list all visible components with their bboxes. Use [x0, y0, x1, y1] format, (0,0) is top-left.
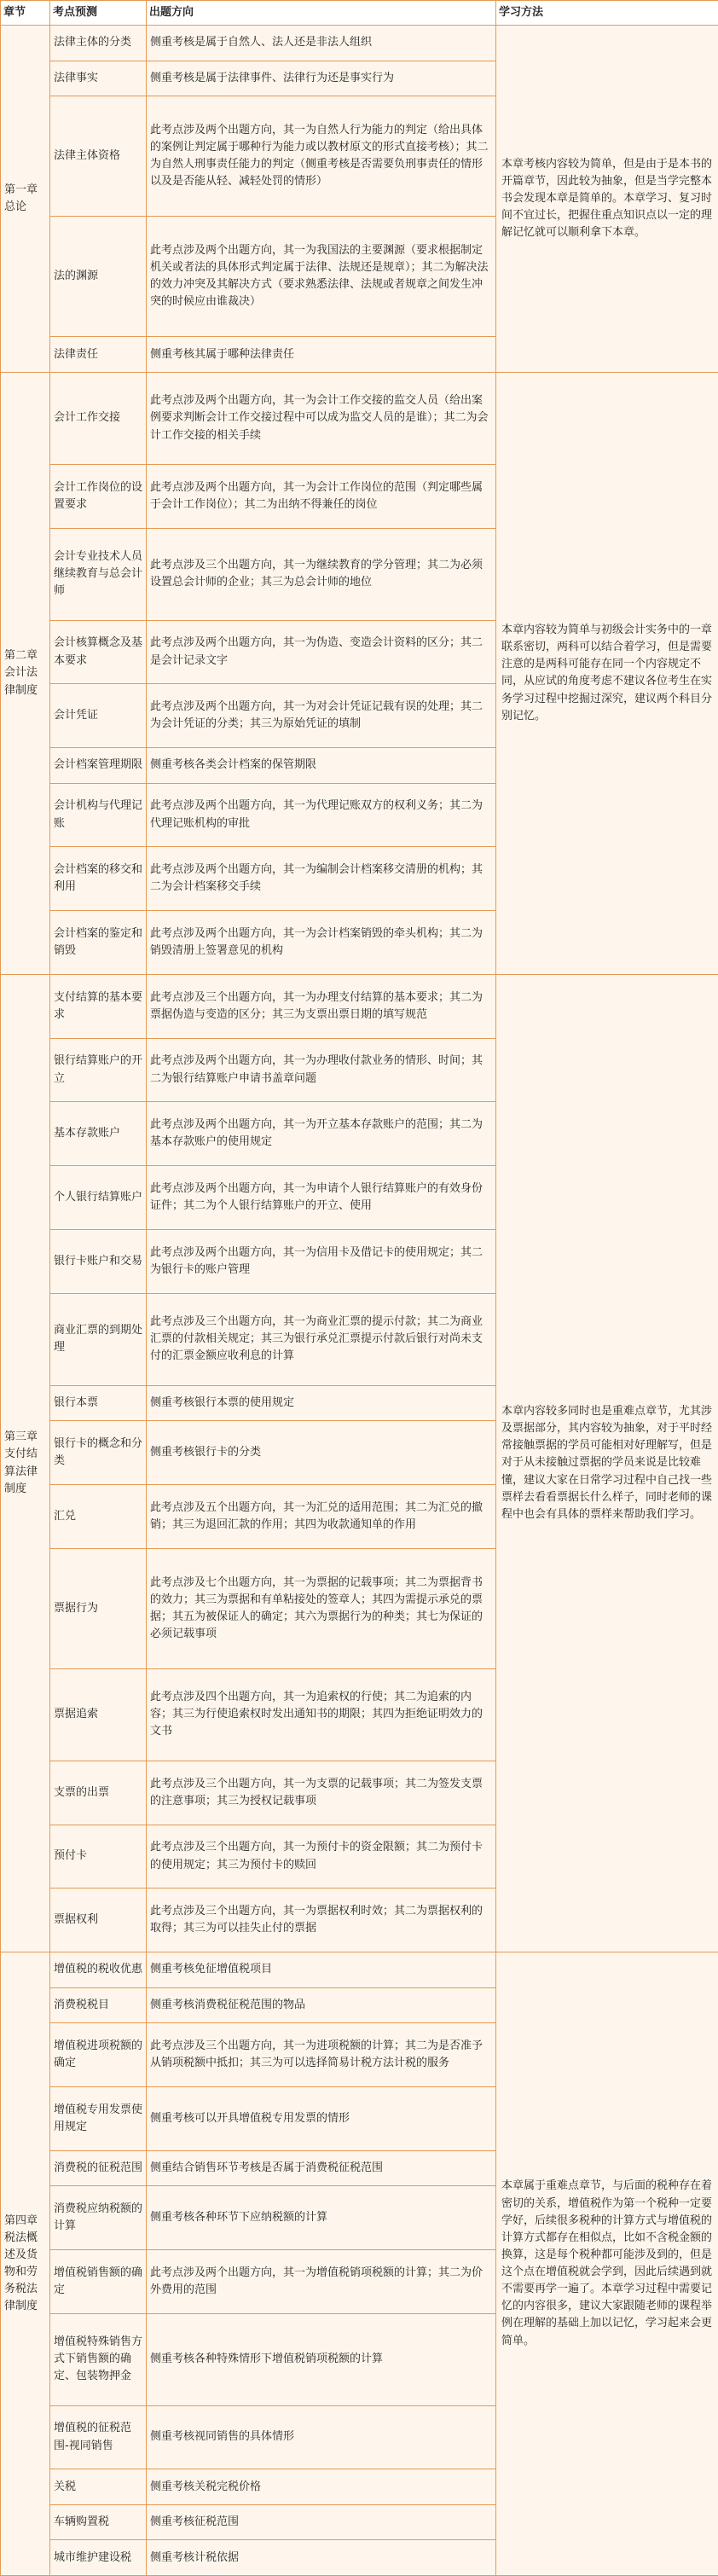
direction-cell: 侧重考核各种特殊情形下增值税销项税额的计算	[147, 2313, 496, 2405]
direction-cell: 此考点涉及三个出题方向，其一为继续教育的学分管理；其二为必须设置总会计师的企业；其三为总会计师的地位	[147, 528, 496, 620]
header-chapter: 章节	[1, 1, 50, 26]
table-row	[1, 372, 718, 464]
topic-cell: 会计凭证	[50, 684, 147, 748]
direction-cell: 此考点涉及两个出题方向，其一为代理记账双方的权利义务；其二为代理记账机构的审批	[147, 783, 496, 847]
method-cell: 本章考核内容较为简单，但是由于是本书的开篇章节，因此较为抽象，但是当学完整本书会发现本章是简单的。本章学习、复习时间不宜过长，把握住重点知识点以一定的理解记忆就可以顺利拿下本章。	[496, 26, 718, 373]
direction-cell: 此考点涉及三个出题方向，其一为票据权利时效；其二为票据权利的取得；其三为可以挂失止付的票据	[147, 1888, 496, 1952]
chapter-cell: 第三章支付结算法律制度	[1, 974, 50, 1952]
table-row	[1, 974, 718, 1038]
direction-cell: 侧重考核视同销售的具体情形	[147, 2405, 496, 2469]
header-direction: 出题方向	[147, 1, 496, 26]
header-topic: 考点预测	[50, 1, 147, 26]
direction-cell: 侧重考核是属于法律事件、法律行为还是事实行为	[147, 61, 496, 96]
direction-cell: 此考点涉及三个出题方向，其一为办理支付结算的基本要求；其二为票据伪造与变造的区分；其三为支票出票日期的填写规范	[147, 974, 496, 1038]
direction-cell: 侧重考核消费税征税范围的物品	[147, 1987, 496, 2023]
topic-cell: 票据追索	[50, 1668, 147, 1761]
topic-cell: 增值税专用发票使用规定	[50, 2086, 147, 2150]
direction-cell: 侧重考核免征增值税项目	[147, 1952, 496, 1988]
direction-cell: 此考点涉及两个出题方向，其一为自然人行为能力的判定（给出具体的案例让判定属于哪种行为能力或以教材原文的形式直接考核）；其二为自然人刑事责任能力的判定（侧重考核是否需要负刑事责任的情形以及是否能从轻、减轻处罚的情形）	[147, 96, 496, 217]
header-row	[1, 1, 718, 26]
topic-cell: 票据行为	[50, 1548, 147, 1668]
topic-cell: 会计档案的鉴定和销毁	[50, 911, 147, 975]
direction-cell: 此考点涉及两个出题方向，其一为会计工作岗位的范围（判定哪些属于会计工作岗位）；其二为出纳不得兼任的岗位	[147, 464, 496, 528]
direction-cell: 此考点涉及两个出题方向，其一为办理收付款业务的情形、时间；其二为银行结算账户申请书盖章问题	[147, 1038, 496, 1102]
chapter-cell: 第一章总论	[1, 26, 50, 373]
direction-cell: 此考点涉及两个出题方向，其一为编制会计档案移交清册的机构；其二为会计档案移交手续	[147, 847, 496, 911]
topic-cell: 个人银行结算账户	[50, 1166, 147, 1230]
topic-cell: 增值税特殊销售方式下销售额的确定、包装物押金	[50, 2313, 147, 2405]
direction-cell: 此考点涉及三个出题方向，其一为商业汇票的提示付款；其二为商业汇票的付款相关规定；其三为银行承兑汇票提示付款后银行对尚未支付的汇票金额应收利息的计算	[147, 1293, 496, 1385]
topic-cell: 会计机构与代理记账	[50, 783, 147, 847]
topic-cell: 法的渊源	[50, 217, 147, 337]
direction-cell: 此考点涉及三个出题方向，其一为预付卡的资金限额；其二为预付卡的使用规定；其三为预付卡的赎回	[147, 1825, 496, 1888]
chapter-cell: 第二章会计法律制度	[1, 372, 50, 974]
direction-cell: 侧重考核关税完税价格	[147, 2469, 496, 2505]
header-method: 学习方法	[496, 1, 718, 26]
topic-cell: 会计核算概念及基本要求	[50, 620, 147, 684]
method-cell: 本章属于重难点章节，与后面的税种存在着密切的关系，增值税作为第一个税种一定要学好，后续很多税种的计算方式与增值税的计算方式都存在相似点，比如不含税金额的换算，这是每个税种都可能涉及到的，但是这个点在增值税就会学到，因此后续遇到就不需要再学一遍了。本章学习过程中需要记忆的内容很多，建议大家跟随老师的课程举例在理解的基础上加以记忆，学习起来会更简单。	[496, 1952, 718, 2576]
topic-cell: 商业汇票的到期处理	[50, 1293, 147, 1385]
direction-cell: 此考点涉及三个出题方向，其一为支票的记载事项；其二为签发支票的注意事项；其三为授权记载事项	[147, 1761, 496, 1825]
topic-cell: 法律主体的分类	[50, 26, 147, 61]
topic-cell: 银行卡账户和交易	[50, 1229, 147, 1293]
direction-cell: 此考点涉及两个出题方向，其一为我国法的主要渊源（要求根据制定机关或者法的具体形式判定属于法律、法规还是规章）；其二为解决法的效力冲突及其解决方式（要求熟悉法律、法规或者规章之间发生冲突的时候应由谁裁决）	[147, 217, 496, 337]
table-row	[1, 26, 718, 61]
topic-cell: 法律责任	[50, 337, 147, 373]
topic-cell: 消费税应纳税额的计算	[50, 2186, 147, 2250]
topic-cell: 增值税进项税额的确定	[50, 2023, 147, 2087]
topic-cell: 基本存款账户	[50, 1102, 147, 1166]
direction-cell: 此考点涉及两个出题方向，其一为会计工作交接的监交人员（给出案例要求判断会计工作交接过程中可以成为监交人员的是谁）；其二为会计工作交接的相关手续	[147, 372, 496, 464]
direction-cell: 此考点涉及五个出题方向，其一为汇兑的适用范围；其二为汇兑的撤销；其三为退回汇款的作用；其四为收款通知单的作用	[147, 1484, 496, 1548]
topic-cell: 会计档案的移交和利用	[50, 847, 147, 911]
direction-cell: 侧重考核计税依据	[147, 2540, 496, 2576]
topic-cell: 支票的出票	[50, 1761, 147, 1825]
direction-cell: 侧重考核各类会计档案的保管期限	[147, 748, 496, 784]
direction-cell: 此考点涉及两个出题方向，其一为对会计凭证记载有误的处理；其二为会计凭证的分类；其三为原始凭证的填制	[147, 684, 496, 748]
topic-cell: 增值税销售额的确定	[50, 2249, 147, 2313]
topic-cell: 增值税的征税范围-视同销售	[50, 2405, 147, 2469]
topic-cell: 法律主体资格	[50, 96, 147, 217]
direction-cell: 侧重考核是属于自然人、法人还是非法人组织	[147, 26, 496, 61]
chapter-cell: 第四章税法概述及货物和劳务税法律制度	[1, 1952, 50, 2576]
direction-cell: 此考点涉及三个出题方向，其一为进项税额的计算；其二为是否准予从销项税额中抵扣；其三为可以选择简易计税方法计税的服务	[147, 2023, 496, 2087]
direction-cell: 此考点涉及两个出题方向，其一为会计档案销毁的牵头机构；其二为销毁清册上签署意见的机构	[147, 911, 496, 975]
topic-cell: 会计档案管理期限	[50, 748, 147, 784]
topic-cell: 银行本票	[50, 1385, 147, 1421]
direction-cell: 侧重考核征税范围	[147, 2504, 496, 2540]
direction-cell: 此考点涉及两个出题方向，其一为伪造、变造会计资料的区分；其二是会计记录文字	[147, 620, 496, 684]
topic-cell: 法律事实	[50, 61, 147, 96]
topic-cell: 预付卡	[50, 1825, 147, 1888]
topic-cell: 增值税的税收优惠	[50, 1952, 147, 1988]
direction-cell: 此考点涉及两个出题方向，其一为申请个人银行结算账户的有效身份证件；其二为个人银行结算账户的开立、使用	[147, 1166, 496, 1230]
direction-cell: 侧重考核银行卡的分类	[147, 1421, 496, 1485]
topic-cell: 城市维护建设税	[50, 2540, 147, 2576]
method-cell: 本章内容较多同时也是重难点章节，尤其涉及票据部分，其内容较为抽象，对于平时经常接触票据的学员可能相对好理解写，但是对于从未接触过票据的学员来说是比较难懂，建议大家在日常学习过程中自己找一些票样去看看票据长什么样子，同时老师的课程中也会有具体的票样来帮助我们学习。	[496, 974, 718, 1952]
direction-cell: 此考点涉及两个出题方向，其一为信用卡及借记卡的使用规定；其二为银行卡的账户管理	[147, 1229, 496, 1293]
topic-cell: 支付结算的基本要求	[50, 974, 147, 1038]
method-cell: 本章内容较为简单与初级会计实务中的一章联系密切，两科可以结合着学习，但是需要注意的是两科可能存在同一个内容规定不同，从应试的角度考虑不建议各位考生在实务学习过程中挖掘过深究，建议两个科目分别记忆。	[496, 372, 718, 974]
table-row	[1, 1952, 718, 1988]
direction-cell: 此考点涉及七个出题方向，其一为票据的记载事项；其二为票据背书的效力；其三为票据和有单粘接处的签章人；其四为需提示承兑的票据；其五为被保证人的确定；其六为票据行为的种类；其七为保证的必须记载事项	[147, 1548, 496, 1668]
topic-cell: 消费税税目	[50, 1987, 147, 2023]
topic-cell: 银行卡的概念和分类	[50, 1421, 147, 1485]
topic-cell: 消费税的征税范围	[50, 2150, 147, 2186]
direction-cell: 侧重结合销售环节考核是否属于消费税征税范围	[147, 2150, 496, 2186]
direction-cell: 此考点涉及四个出题方向，其一为追索权的行使；其二为追索的内容；其三为行使追索权时发出通知书的期限；其四为拒绝证明效力的文书	[147, 1668, 496, 1761]
topic-cell: 票据权利	[50, 1888, 147, 1952]
direction-cell: 侧重考核可以开具增值税专用发票的情形	[147, 2086, 496, 2150]
direction-cell: 侧重考核其属于哪种法律责任	[147, 337, 496, 373]
topic-cell: 银行结算账户的开立	[50, 1038, 147, 1102]
topic-cell: 会计工作岗位的设置要求	[50, 464, 147, 528]
topic-cell: 会计专业技术人员继续教育与总会计师	[50, 528, 147, 620]
direction-cell: 此考点涉及两个出题方向，其一为开立基本存款账户的范围；其二为基本存款账户的使用规定	[147, 1102, 496, 1166]
topic-cell: 车辆购置税	[50, 2504, 147, 2540]
topic-cell: 关税	[50, 2469, 147, 2505]
direction-cell: 此考点涉及两个出题方向，其一为增值税销项税额的计算；其二为价外费用的范围	[147, 2249, 496, 2313]
topic-cell: 汇兑	[50, 1484, 147, 1548]
direction-cell: 侧重考核各种环节下应纳税额的计算	[147, 2186, 496, 2250]
topic-cell: 会计工作交接	[50, 372, 147, 464]
direction-cell: 侧重考核银行本票的使用规定	[147, 1385, 496, 1421]
